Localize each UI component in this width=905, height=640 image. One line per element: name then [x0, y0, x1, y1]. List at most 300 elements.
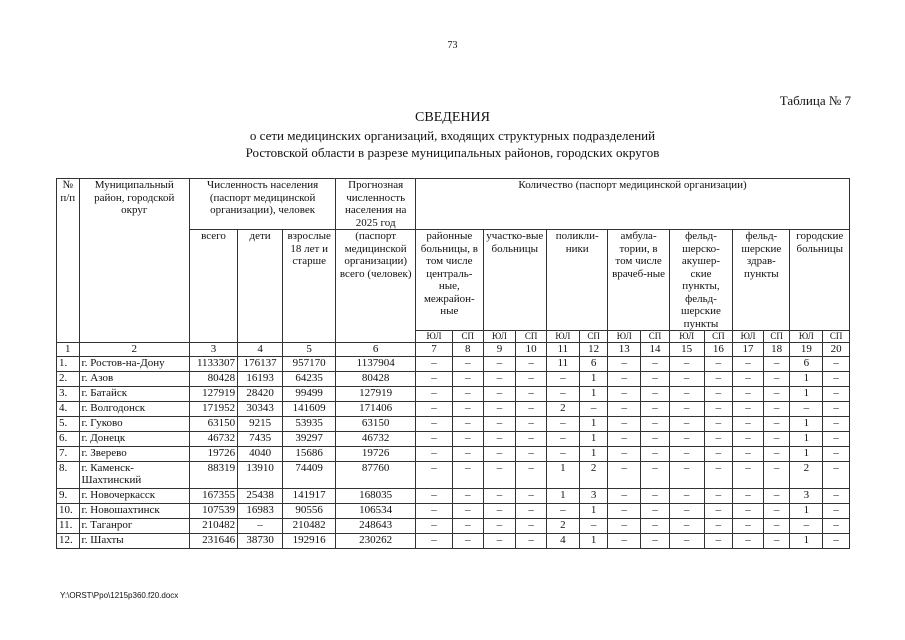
population-total: 46732	[189, 431, 237, 446]
count-cell: –	[416, 518, 453, 533]
population-adults: 99499	[283, 386, 336, 401]
count-cell: –	[733, 416, 764, 431]
count-cell: –	[641, 488, 670, 503]
count-cell: –	[452, 356, 483, 371]
count-cell: –	[608, 356, 641, 371]
count-cell: –	[704, 503, 733, 518]
population-forecast: 127919	[336, 386, 416, 401]
column-number: 7	[416, 343, 453, 357]
district-name: г. Азов	[79, 371, 189, 386]
count-cell: 1	[790, 431, 823, 446]
header-total: всего	[189, 230, 237, 343]
count-cell: –	[823, 386, 850, 401]
count-cell: –	[763, 416, 790, 431]
count-cell: –	[641, 446, 670, 461]
count-cell: –	[733, 446, 764, 461]
count-cell: –	[763, 518, 790, 533]
count-cell: –	[483, 401, 516, 416]
table-row	[57, 446, 850, 461]
row-number: 4.	[57, 401, 80, 416]
column-number: 11	[547, 343, 580, 357]
count-cell: –	[763, 503, 790, 518]
column-number: 17	[733, 343, 764, 357]
population-children: 13910	[238, 461, 283, 488]
count-cell: –	[763, 401, 790, 416]
header-num: № п/п	[57, 179, 80, 343]
population-total: 1133307	[189, 356, 237, 371]
count-cell: –	[516, 533, 547, 548]
count-cell: –	[669, 533, 704, 548]
population-total: 171952	[189, 401, 237, 416]
count-cell: –	[641, 431, 670, 446]
count-cell: –	[516, 356, 547, 371]
count-cell: –	[516, 518, 547, 533]
document-title: СВЕДЕНИЯ	[415, 110, 490, 125]
count-cell: 1	[579, 386, 608, 401]
column-number: 3	[189, 343, 237, 357]
population-adults: 90556	[283, 503, 336, 518]
population-adults: 210482	[283, 518, 336, 533]
count-cell: –	[823, 461, 850, 488]
file-path-footer: Y:\ORST\Ppo\1215p360.f20.docx	[60, 591, 179, 600]
column-number: 4	[238, 343, 283, 357]
count-cell: 1	[579, 431, 608, 446]
count-cell: –	[733, 503, 764, 518]
count-cell: –	[733, 461, 764, 488]
count-cell: 1	[790, 446, 823, 461]
population-adults: 53935	[283, 416, 336, 431]
population-adults: 15686	[283, 446, 336, 461]
count-cell: –	[641, 533, 670, 548]
population-children: 38730	[238, 533, 283, 548]
header-area-hospitals: участко-вые больницы	[483, 230, 546, 331]
population-forecast: 248643	[336, 518, 416, 533]
row-number: 1.	[57, 356, 80, 371]
count-cell: –	[823, 446, 850, 461]
header-fzp: фельд-шерские здрав-пункты	[733, 230, 790, 331]
population-forecast: 87760	[336, 461, 416, 488]
row-number: 10.	[57, 503, 80, 518]
count-cell: 1	[547, 461, 580, 488]
header-forecast-sub: (паспорт медицинской организации) всего (человек)	[336, 230, 416, 343]
population-forecast: 46732	[336, 431, 416, 446]
count-cell: –	[483, 461, 516, 488]
count-cell: –	[483, 533, 516, 548]
count-cell: –	[516, 371, 547, 386]
column-number: 14	[641, 343, 670, 357]
population-forecast: 106534	[336, 503, 416, 518]
count-cell: –	[669, 488, 704, 503]
count-cell: –	[704, 518, 733, 533]
header-city-hospitals: городские больницы	[790, 230, 850, 331]
row-number: 12.	[57, 533, 80, 548]
subheader-sp: СП	[579, 331, 608, 343]
count-cell: –	[823, 401, 850, 416]
count-cell: –	[452, 446, 483, 461]
population-adults: 192916	[283, 533, 336, 548]
count-cell: –	[416, 371, 453, 386]
count-cell: 1	[790, 533, 823, 548]
count-cell: –	[547, 431, 580, 446]
count-cell: –	[823, 371, 850, 386]
count-cell: –	[608, 431, 641, 446]
count-cell: –	[669, 401, 704, 416]
count-cell: –	[641, 503, 670, 518]
count-cell: –	[641, 401, 670, 416]
page-number: 73	[447, 40, 458, 51]
count-cell: –	[416, 461, 453, 488]
column-number: 13	[608, 343, 641, 357]
count-cell: –	[790, 401, 823, 416]
column-number: 19	[790, 343, 823, 357]
district-name: г. Батайск	[79, 386, 189, 401]
count-cell: 11	[547, 356, 580, 371]
count-cell: –	[704, 488, 733, 503]
count-cell: –	[483, 503, 516, 518]
district-name: г. Таганрог	[79, 518, 189, 533]
table-row	[57, 503, 850, 518]
count-cell: –	[704, 401, 733, 416]
district-name: г. Гуково	[79, 416, 189, 431]
subheader-sp: СП	[763, 331, 790, 343]
row-number: 11.	[57, 518, 80, 533]
count-cell: –	[416, 431, 453, 446]
population-children: 176137	[238, 356, 283, 371]
population-forecast: 80428	[336, 371, 416, 386]
district-name: г. Ростов-на-Дону	[79, 356, 189, 371]
count-cell: –	[516, 446, 547, 461]
count-cell: –	[579, 518, 608, 533]
column-number: 9	[483, 343, 516, 357]
population-total: 167355	[189, 488, 237, 503]
count-cell: –	[516, 503, 547, 518]
population-forecast: 168035	[336, 488, 416, 503]
population-total: 19726	[189, 446, 237, 461]
table-row	[57, 461, 850, 488]
subheader-sp: СП	[704, 331, 733, 343]
district-name: г. Зверево	[79, 446, 189, 461]
count-cell: 6	[579, 356, 608, 371]
header-district-hospitals: районные больницы, в том числе централь-ные, межрайон-ные	[416, 230, 484, 331]
count-cell: –	[608, 503, 641, 518]
count-cell: –	[704, 371, 733, 386]
population-children: 30343	[238, 401, 283, 416]
count-cell: –	[608, 461, 641, 488]
count-cell: 1	[547, 488, 580, 503]
header-forecast: Прогнозная численность населения на 2025 год	[336, 179, 416, 230]
population-total: 80428	[189, 371, 237, 386]
count-cell: –	[823, 533, 850, 548]
medical-organizations-table	[56, 178, 850, 549]
count-cell: –	[547, 446, 580, 461]
count-cell: –	[763, 356, 790, 371]
column-number: 1	[57, 343, 80, 357]
count-cell: –	[669, 461, 704, 488]
count-cell: 1	[790, 416, 823, 431]
column-number: 2	[79, 343, 189, 357]
population-children: 16983	[238, 503, 283, 518]
table-row	[57, 356, 850, 371]
population-total: 210482	[189, 518, 237, 533]
count-cell: –	[669, 386, 704, 401]
count-cell: 1	[579, 446, 608, 461]
count-cell: –	[704, 461, 733, 488]
count-cell: –	[669, 416, 704, 431]
count-cell: –	[483, 416, 516, 431]
count-cell: –	[733, 533, 764, 548]
count-cell: –	[733, 518, 764, 533]
count-cell: –	[416, 533, 453, 548]
count-cell: –	[733, 356, 764, 371]
count-cell: –	[547, 371, 580, 386]
count-cell: 4	[547, 533, 580, 548]
count-cell: –	[516, 401, 547, 416]
count-cell: –	[516, 386, 547, 401]
subheader-sp: СП	[823, 331, 850, 343]
count-cell: –	[516, 461, 547, 488]
population-total: 63150	[189, 416, 237, 431]
table-row	[57, 401, 850, 416]
count-cell: –	[452, 386, 483, 401]
population-adults: 74409	[283, 461, 336, 488]
population-total: 88319	[189, 461, 237, 488]
count-cell: –	[733, 401, 764, 416]
count-cell: –	[763, 431, 790, 446]
population-adults: 957170	[283, 356, 336, 371]
count-cell: –	[641, 416, 670, 431]
subheader-sp: СП	[516, 331, 547, 343]
population-children: 4040	[238, 446, 283, 461]
count-cell: –	[608, 446, 641, 461]
column-number: 6	[336, 343, 416, 357]
header-fap: фельд-шерско-акушер-ские пункты, фельд-шерские пункты	[669, 230, 732, 331]
count-cell: –	[823, 431, 850, 446]
count-cell: 2	[790, 461, 823, 488]
count-cell: –	[763, 533, 790, 548]
subheader-yul: ЮЛ	[790, 331, 823, 343]
count-cell: –	[608, 416, 641, 431]
count-cell: –	[452, 371, 483, 386]
count-cell: –	[763, 461, 790, 488]
count-cell: –	[516, 431, 547, 446]
population-total: 127919	[189, 386, 237, 401]
count-cell: –	[452, 431, 483, 446]
population-children: –	[238, 518, 283, 533]
population-children: 25438	[238, 488, 283, 503]
population-forecast: 230262	[336, 533, 416, 548]
count-cell: –	[452, 503, 483, 518]
count-cell: –	[641, 518, 670, 533]
header-adults: взрослые 18 лет и старше	[283, 230, 336, 343]
table-row	[57, 416, 850, 431]
count-cell: –	[452, 416, 483, 431]
count-cell: –	[704, 416, 733, 431]
population-children: 16193	[238, 371, 283, 386]
count-cell: –	[416, 401, 453, 416]
table-row	[57, 371, 850, 386]
count-cell: –	[608, 401, 641, 416]
count-cell: –	[483, 371, 516, 386]
count-cell: –	[763, 371, 790, 386]
row-number: 3.	[57, 386, 80, 401]
column-number: 15	[669, 343, 704, 357]
count-cell: –	[641, 386, 670, 401]
population-children: 7435	[238, 431, 283, 446]
count-cell: –	[763, 446, 790, 461]
count-cell: 1	[579, 371, 608, 386]
district-name: г. Новошахтинск	[79, 503, 189, 518]
count-cell: –	[763, 386, 790, 401]
count-cell: –	[704, 533, 733, 548]
subheader-yul: ЮЛ	[669, 331, 704, 343]
count-cell: –	[416, 503, 453, 518]
count-cell: –	[608, 518, 641, 533]
count-cell: –	[547, 503, 580, 518]
count-cell: –	[790, 518, 823, 533]
subheader-yul: ЮЛ	[416, 331, 453, 343]
column-number: 20	[823, 343, 850, 357]
population-forecast: 19726	[336, 446, 416, 461]
row-number: 8.	[57, 461, 80, 488]
district-name: г. Новочеркасск	[79, 488, 189, 503]
column-number: 12	[579, 343, 608, 357]
count-cell: –	[669, 446, 704, 461]
population-children: 9215	[238, 416, 283, 431]
district-name: г. Волгодонск	[79, 401, 189, 416]
count-cell: –	[516, 416, 547, 431]
count-cell: –	[452, 533, 483, 548]
district-name: г. Донецк	[79, 431, 189, 446]
population-adults: 39297	[283, 431, 336, 446]
count-cell: –	[704, 446, 733, 461]
row-number: 5.	[57, 416, 80, 431]
population-forecast: 171406	[336, 401, 416, 416]
row-number: 7.	[57, 446, 80, 461]
count-cell: –	[669, 431, 704, 446]
count-cell: –	[641, 461, 670, 488]
count-cell: –	[823, 488, 850, 503]
table-row	[57, 488, 850, 503]
row-number: 6.	[57, 431, 80, 446]
column-number: 16	[704, 343, 733, 357]
count-cell: –	[704, 431, 733, 446]
column-number: 8	[452, 343, 483, 357]
count-cell: –	[823, 518, 850, 533]
count-cell: –	[669, 371, 704, 386]
header-children: дети	[238, 230, 283, 343]
count-cell: –	[416, 446, 453, 461]
subheader-yul: ЮЛ	[483, 331, 516, 343]
count-cell: –	[452, 518, 483, 533]
count-cell: –	[483, 356, 516, 371]
population-forecast: 63150	[336, 416, 416, 431]
count-cell: –	[763, 488, 790, 503]
count-cell: –	[608, 488, 641, 503]
count-cell: –	[416, 356, 453, 371]
header-ambulatories: амбула-тории, в том числе врачеб-ные	[608, 230, 669, 331]
count-cell: –	[669, 518, 704, 533]
population-adults: 64235	[283, 371, 336, 386]
count-cell: 1	[790, 503, 823, 518]
count-cell: 3	[790, 488, 823, 503]
table-row	[57, 386, 850, 401]
subheader-yul: ЮЛ	[547, 331, 580, 343]
header-polyclinics: поликли-ники	[547, 230, 608, 331]
count-cell: 2	[547, 401, 580, 416]
count-cell: 3	[579, 488, 608, 503]
header-quantity: Количество (паспорт медицинской организации)	[416, 179, 850, 230]
count-cell: –	[416, 386, 453, 401]
count-cell: 2	[579, 461, 608, 488]
count-cell: 2	[547, 518, 580, 533]
count-cell: –	[608, 371, 641, 386]
count-cell: –	[669, 503, 704, 518]
population-children: 28420	[238, 386, 283, 401]
count-cell: –	[733, 488, 764, 503]
count-cell: –	[452, 461, 483, 488]
count-cell: 1	[579, 503, 608, 518]
subtitle-line-2: Ростовской области в разрезе муниципальных районов, городских округов	[245, 145, 660, 160]
count-cell: –	[608, 533, 641, 548]
count-cell: –	[669, 356, 704, 371]
district-name: г. Каменск-Шахтинский	[79, 461, 189, 488]
population-forecast: 1137904	[336, 356, 416, 371]
count-cell: –	[733, 371, 764, 386]
count-cell: –	[608, 386, 641, 401]
header-population: Численность населения (паспорт медицинской организации), человек	[189, 179, 335, 230]
count-cell: –	[483, 488, 516, 503]
count-cell: –	[733, 386, 764, 401]
count-cell: 1	[579, 533, 608, 548]
row-number: 9.	[57, 488, 80, 503]
subheader-yul: ЮЛ	[608, 331, 641, 343]
count-cell: –	[483, 431, 516, 446]
count-cell: –	[641, 356, 670, 371]
column-number: 10	[516, 343, 547, 357]
count-cell: –	[452, 401, 483, 416]
population-adults: 141609	[283, 401, 336, 416]
table-row	[57, 518, 850, 533]
count-cell: –	[704, 386, 733, 401]
count-cell: 1	[790, 371, 823, 386]
column-number: 18	[763, 343, 790, 357]
count-cell: –	[483, 518, 516, 533]
count-cell: –	[516, 488, 547, 503]
count-cell: –	[547, 416, 580, 431]
district-name: г. Шахты	[79, 533, 189, 548]
count-cell: –	[823, 416, 850, 431]
count-cell: –	[579, 401, 608, 416]
count-cell: –	[823, 503, 850, 518]
count-cell: 1	[790, 386, 823, 401]
table-row	[57, 533, 850, 548]
subheader-yul: ЮЛ	[733, 331, 764, 343]
table-label: Таблица № 7	[779, 93, 851, 108]
count-cell: –	[733, 431, 764, 446]
count-cell: –	[704, 356, 733, 371]
count-cell: –	[641, 371, 670, 386]
count-cell: –	[416, 488, 453, 503]
count-cell: –	[416, 416, 453, 431]
population-adults: 141917	[283, 488, 336, 503]
count-cell: –	[483, 386, 516, 401]
population-total: 107539	[189, 503, 237, 518]
count-cell: –	[823, 356, 850, 371]
count-cell: –	[452, 488, 483, 503]
subtitle-line-1: о сети медицинских организаций, входящих структурных подразделений	[249, 128, 656, 143]
count-cell: 6	[790, 356, 823, 371]
count-cell: 1	[579, 416, 608, 431]
